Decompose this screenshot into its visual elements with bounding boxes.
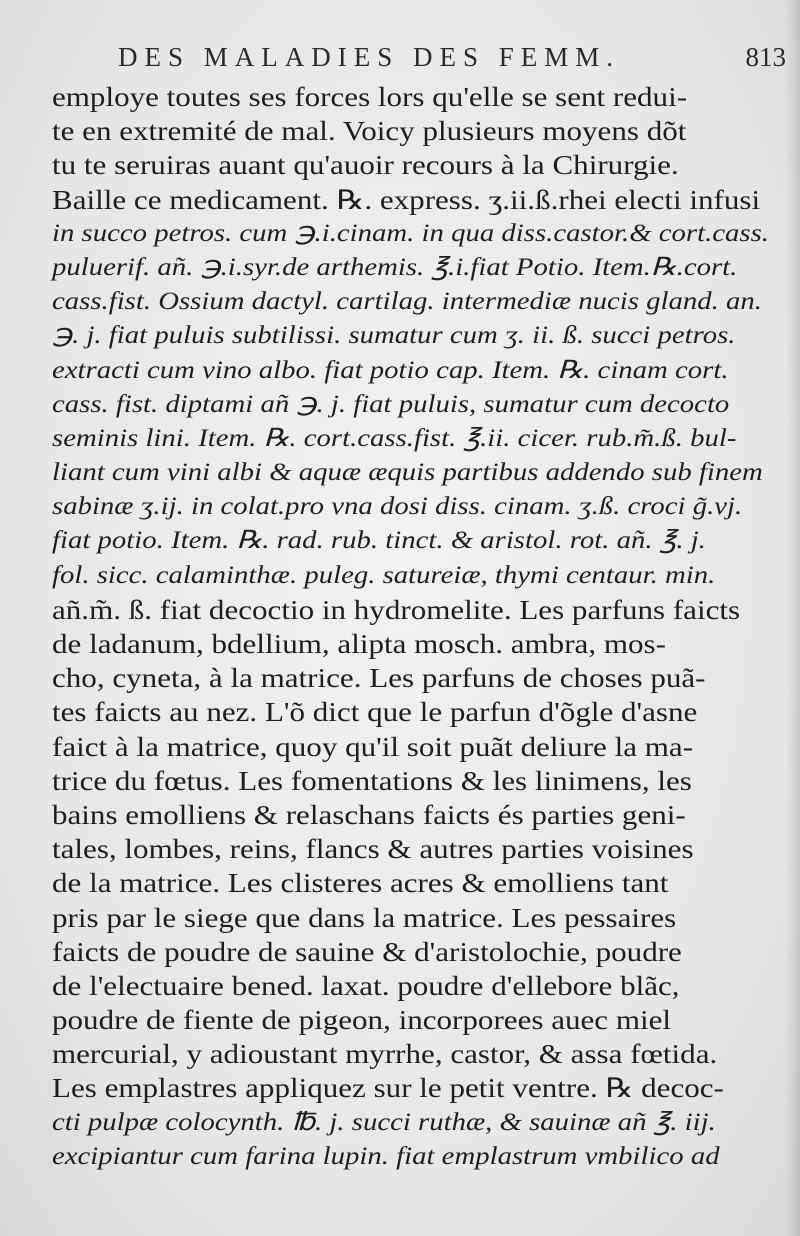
text-line: cass.fist. Ossium dactyl. cartilag. intermediæ nucis gland. an. [52,288,762,316]
running-title: DES MALADIES DES FEMM. [118,42,621,72]
text-line: te en extremité de mal. Voicy plusieurs moyens dõt [52,116,687,147]
text-line: sabinæ ʒ.ij. in colat.pro vna dosi diss. cinam. ʒ.ß. croci g̃.vj. [52,493,743,521]
text-line: Les emplastres appliquez sur le petit ventre. ℞ decoc- [52,1073,724,1104]
text-line: de l'electuaire bened. laxat. poudre d'ellebore blãc, [52,970,680,1001]
text-line: bains emolliens & relaschans faicts és parties geni- [52,799,686,830]
text-line: de la matrice. Les clisteres acres & emolliens tant [52,868,669,899]
text-line: seminis lini. Item. ℞. cort.cass.fist. ℥.ii. cicer. rub.m̃.ß. bul- [52,424,737,452]
text-line: poudre de fiente de pigeon, incorporees auec miel [52,1005,672,1036]
show-through-text [70,1188,770,1215]
text-line: cti pulpæ colocynth. ℔. j. succi ruthæ, & sauinæ añ ℥. iij. [52,1108,716,1136]
text-line: in succo petros. cum ℈.i.cinam. in qua diss.castor.& cort.cass. [52,219,769,247]
text-line: mercurial, y adioustant myrrhe, castor, & assa fœtida. [52,1039,718,1070]
text-line: añ.m̃. ß. fiat decoctio in hydromelite. Les parfuns faicts [52,594,741,625]
text-line: puluerif. añ. ℈.i.syr.de arthemis. ℥.i.fiat Potio. Item.℞.cort. [52,253,738,281]
text-line: faict à la matrice, quoy qu'il soit puãt deliure la ma- [52,731,694,762]
page-number: 813 [745,42,786,72]
text-line: cho, cyneta, à la matrice. Les parfuns de choses puã- [52,663,706,694]
page-edge-shadow [786,0,800,1236]
text-line: Baille ce medicament. ℞. express. ʒ.ii.ß.rhei electi infusi [52,184,761,215]
text-line: tes faicts au nez. L'õ dict que le parfun d'õgle d'asne [52,697,698,728]
text-line: fiat potio. Item. ℞. rad. rub. tinct. & aristol. rot. añ. ℥. j. [52,527,706,555]
text-line: faicts de poudre de sauine & d'aristolochie, poudre [52,936,682,967]
body-text [52,80,792,1174]
page-header [118,42,798,82]
text-line: cass. fist. diptami añ ℈. j. fiat puluis, sumatur cum decocto [52,390,730,418]
text-line: tu te seruiras auant qu'auoir recours à la Chirurgie. [52,150,679,181]
text-line: fol. sicc. calaminthæ. puleg. satureiæ, thymi centaur. min. [52,561,716,589]
text-line: employe toutes ses forces lors qu'elle se sent redui- [52,82,688,112]
text-line: de ladanum, bdellium, alipta mosch. ambra, mos- [52,629,666,659]
text-line: ℈. j. fiat puluis subtilissi. sumatur cum ʒ. ii. ß. succi petros. [52,322,736,350]
text-line: extracti cum vino albo. fiat potio cap. Item. ℞. cinam cort. [52,356,729,384]
text-line: pris par le siege que dans la matrice. Les pessaires [52,902,677,933]
text-line: excipiantur cum farina lupin. fiat emplastrum vmbilico ad [52,1142,720,1170]
text-line: trice du fœtus. Les fomentations & les linimens, les [52,765,692,796]
text-line: tales, lombes, reins, flancs & autres parties voisines [52,834,694,865]
text-line: liant cum vini albi & aquæ æquis partibus addendo sub finem [52,459,763,487]
